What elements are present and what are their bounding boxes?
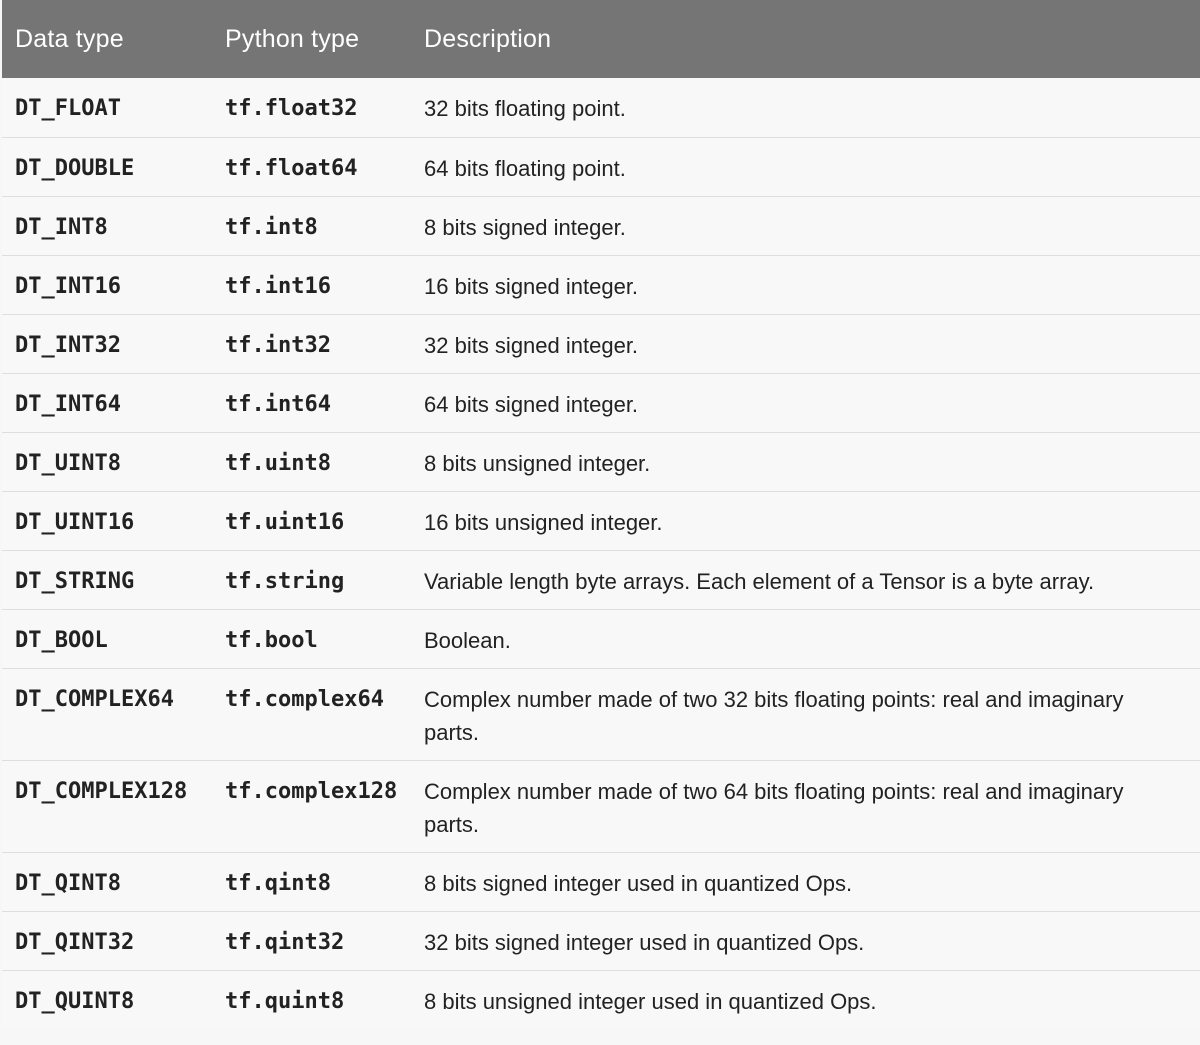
- cell-description: 64 bits signed integer.: [424, 391, 639, 417]
- cell-python-type: tf.uint8: [225, 450, 331, 476]
- cell-description: Complex number made of two 32 bits floating points: real and imaginary parts.: [424, 686, 1124, 745]
- table-row: [2, 491, 1200, 550]
- table-row: [2, 255, 1200, 314]
- cell-data-type: DT_QUINT8: [15, 988, 135, 1014]
- cell-data-type: DT_INT8: [15, 214, 108, 240]
- table-row: [2, 78, 1200, 137]
- table-row: [2, 668, 1200, 760]
- cell-data-type: DT_UINT8: [15, 450, 121, 476]
- cell-description: 32 bits signed integer used in quantized Ops.: [424, 929, 865, 955]
- cell-description: 8 bits signed integer used in quantized Ops.: [424, 870, 853, 896]
- cell-data-type: DT_COMPLEX128: [15, 778, 188, 804]
- cell-description: Complex number made of two 64 bits floating points: real and imaginary parts.: [424, 778, 1124, 837]
- cell-python-type: tf.int16: [225, 273, 331, 299]
- cell-data-type: DT_UINT16: [15, 509, 135, 535]
- cell-description: 8 bits unsigned integer used in quantized Ops.: [424, 988, 877, 1014]
- table-row: [2, 550, 1200, 609]
- cell-data-type: DT_QINT8: [15, 870, 121, 896]
- cell-python-type: tf.string: [225, 568, 345, 594]
- cell-data-type: DT_FLOAT: [15, 96, 121, 121]
- header-data-type: Data type: [15, 24, 124, 53]
- table-row: [2, 137, 1200, 196]
- table-row: [2, 314, 1200, 373]
- cell-data-type: DT_DOUBLE: [15, 155, 135, 181]
- header-row: [2, 0, 1200, 78]
- cell-data-type: DT_QINT32: [15, 929, 135, 955]
- table-row: [2, 373, 1200, 432]
- table-row: [2, 609, 1200, 668]
- cell-data-type: DT_STRING: [15, 568, 135, 594]
- cell-python-type: tf.uint16: [225, 509, 345, 535]
- cell-description: 8 bits signed integer.: [424, 214, 626, 240]
- cell-python-type: tf.qint8: [225, 870, 331, 896]
- cell-python-type: tf.bool: [225, 627, 318, 653]
- cell-description: 64 bits floating point.: [424, 155, 626, 181]
- table-row: [2, 196, 1200, 255]
- data-types-table: [2, 0, 1200, 1029]
- table-row: [2, 970, 1200, 1029]
- cell-python-type: tf.float64: [225, 155, 358, 181]
- cell-python-type: tf.quint8: [225, 988, 345, 1014]
- cell-python-type: tf.int8: [225, 214, 318, 240]
- cell-description: Variable length byte arrays. Each element of a Tensor is a byte array.: [424, 568, 1095, 594]
- cell-description: 16 bits signed integer.: [424, 273, 639, 299]
- cell-data-type: DT_INT64: [15, 391, 121, 417]
- cell-description: Boolean.: [424, 627, 511, 653]
- cell-description: 16 bits unsigned integer.: [424, 509, 663, 535]
- cell-python-type: tf.complex64: [225, 686, 384, 712]
- table-body: [2, 78, 1200, 1029]
- cell-description: 32 bits floating point.: [424, 96, 626, 121]
- cell-description: 8 bits unsigned integer.: [424, 450, 651, 476]
- cell-data-type: DT_BOOL: [15, 627, 108, 653]
- cell-python-type: tf.int32: [225, 332, 331, 358]
- cell-data-type: DT_INT16: [15, 273, 121, 299]
- header-description: Description: [424, 24, 552, 53]
- table-row: [2, 760, 1200, 852]
- table-row: [2, 911, 1200, 970]
- table-row: [2, 852, 1200, 911]
- table-header: [2, 0, 1200, 78]
- cell-python-type: tf.qint32: [225, 929, 345, 955]
- cell-data-type: DT_COMPLEX64: [15, 686, 174, 712]
- cell-python-type: tf.complex128: [225, 778, 398, 804]
- table-row: [2, 432, 1200, 491]
- cell-description: 32 bits signed integer.: [424, 332, 639, 358]
- cell-python-type: tf.float32: [225, 96, 358, 121]
- cell-python-type: tf.int64: [225, 391, 331, 417]
- cell-data-type: DT_INT32: [15, 332, 121, 358]
- header-python-type: Python type: [225, 24, 360, 53]
